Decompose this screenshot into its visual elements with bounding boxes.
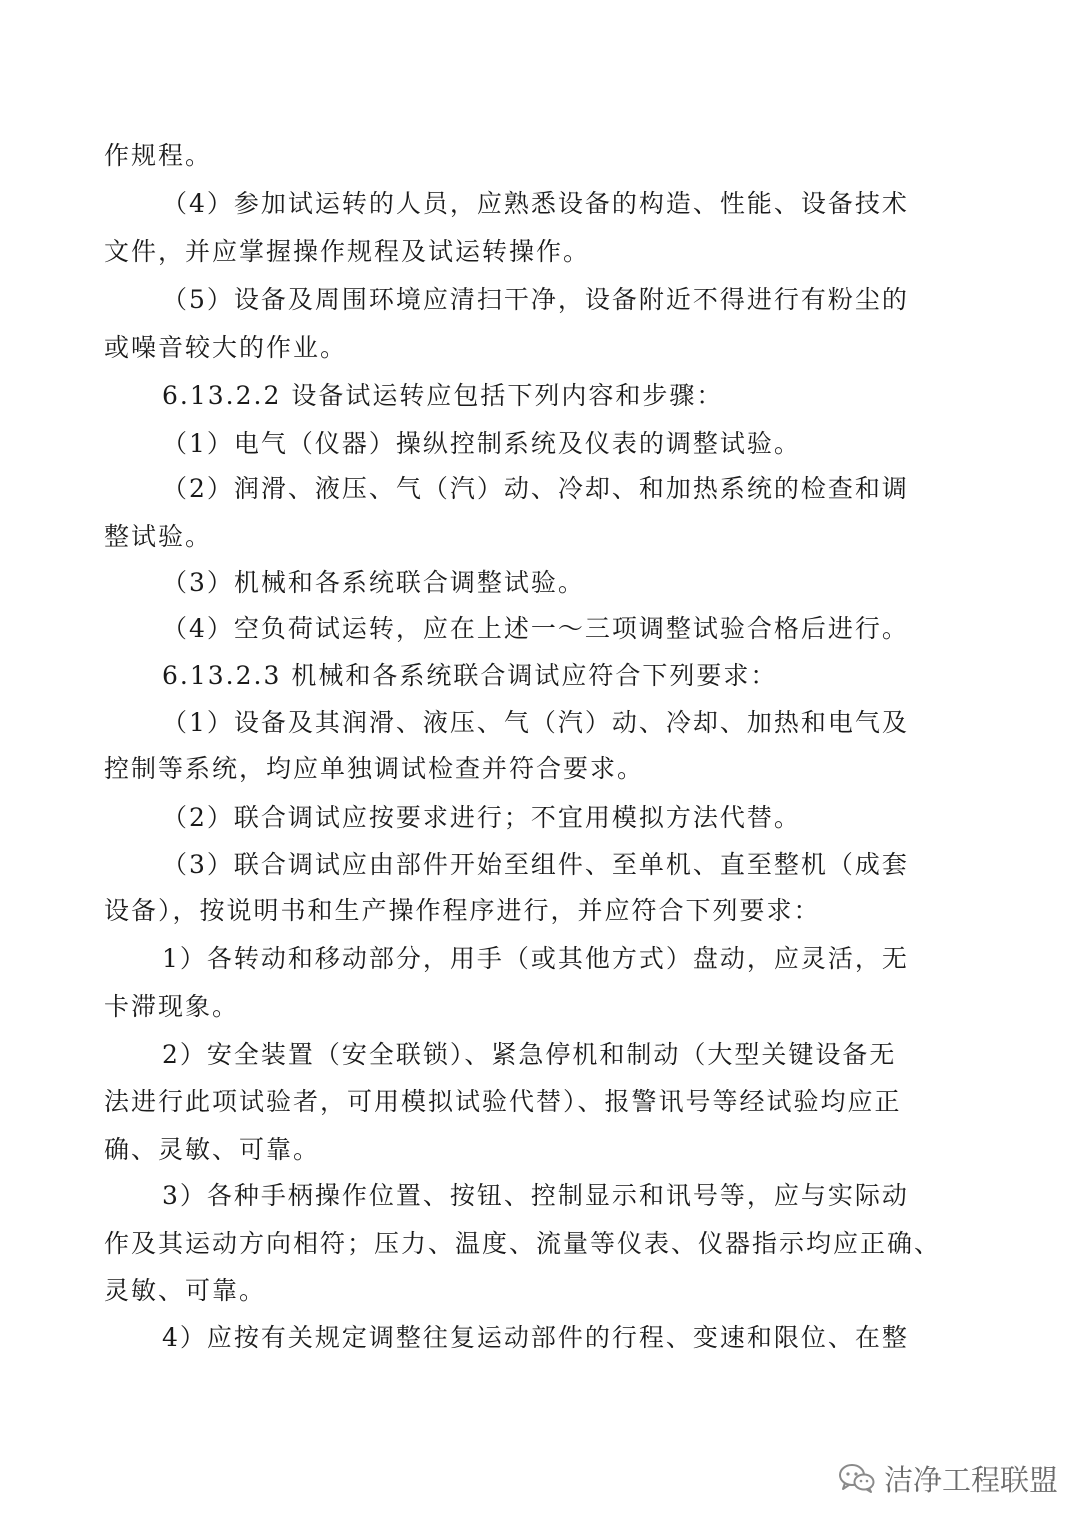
text-line: （5）设备及周围环境应清扫干净，设备附近不得进行有粉尘的	[162, 285, 909, 314]
text-line: 3）各种手柄操作位置、按钮、控制显示和讯号等，应与实际动	[162, 1181, 909, 1210]
text-line: 文件，并应掌握操作规程及试运转操作。	[104, 237, 591, 266]
text-line: 作规程。	[104, 141, 213, 170]
text-line: 控制等系统，均应单独调试检查并符合要求。	[104, 754, 645, 783]
text-line: 作及其运动方向相符；压力、温度、流量等仪表、仪器指示均应正确、	[104, 1229, 942, 1258]
text-line: （4）参加试运转的人员，应熟悉设备的构造、性能、设备技术	[162, 189, 909, 218]
text-line: 设备），按说明书和生产操作程序进行，并应符合下列要求：	[104, 896, 821, 925]
text-line: （3）联合调试应由部件开始至组件、至单机、直至整机（成套	[162, 850, 909, 879]
text-line: （4）空负荷试运转，应在上述一～三项调整试验合格后进行。	[162, 614, 909, 643]
text-line: （1）电气（仪器）操纵控制系统及仪表的调整试验。	[162, 429, 801, 458]
text-line: 4）应按有关规定调整往复运动部件的行程、变速和限位、在整	[162, 1323, 909, 1352]
text-line: 灵敏、可靠。	[104, 1276, 267, 1305]
text-line: （1）设备及其润滑、液压、气（汽）动、冷却、加热和电气及	[162, 708, 909, 737]
text-line: （2）润滑、液压、气（汽）动、冷却、和加热系统的检查和调	[162, 474, 909, 503]
section-heading: 6.13.2.3 机械和各系统联合调试应符合下列要求：	[162, 661, 778, 690]
text-line: 或噪音较大的作业。	[104, 333, 348, 362]
text-line: 2）安全装置（安全联锁）、紧急停机和制动（大型关键设备无	[162, 1040, 897, 1069]
wechat-icon	[838, 1462, 876, 1494]
text-line: 卡滞现象。	[104, 992, 240, 1021]
text-line: 确、灵敏、可靠。	[104, 1135, 321, 1164]
text-line: 整试验。	[104, 522, 213, 551]
text-line: （2）联合调试应按要求进行；不宜用模拟方法代替。	[162, 803, 801, 832]
watermark	[838, 1458, 1058, 1498]
text-line: 1）各转动和移动部分，用手（或其他方式）盘动，应灵活，无	[162, 944, 909, 973]
text-line: 法进行此项试验者，可用模拟试验代替）、报警讯号等经试验均应正	[104, 1087, 902, 1116]
section-heading: 6.13.2.2 设备试运转应包括下列内容和步骤：	[162, 381, 724, 410]
text-line: （3）机械和各系统联合调整试验。	[162, 568, 585, 597]
watermark-text: 洁净工程联盟	[884, 1462, 1059, 1497]
